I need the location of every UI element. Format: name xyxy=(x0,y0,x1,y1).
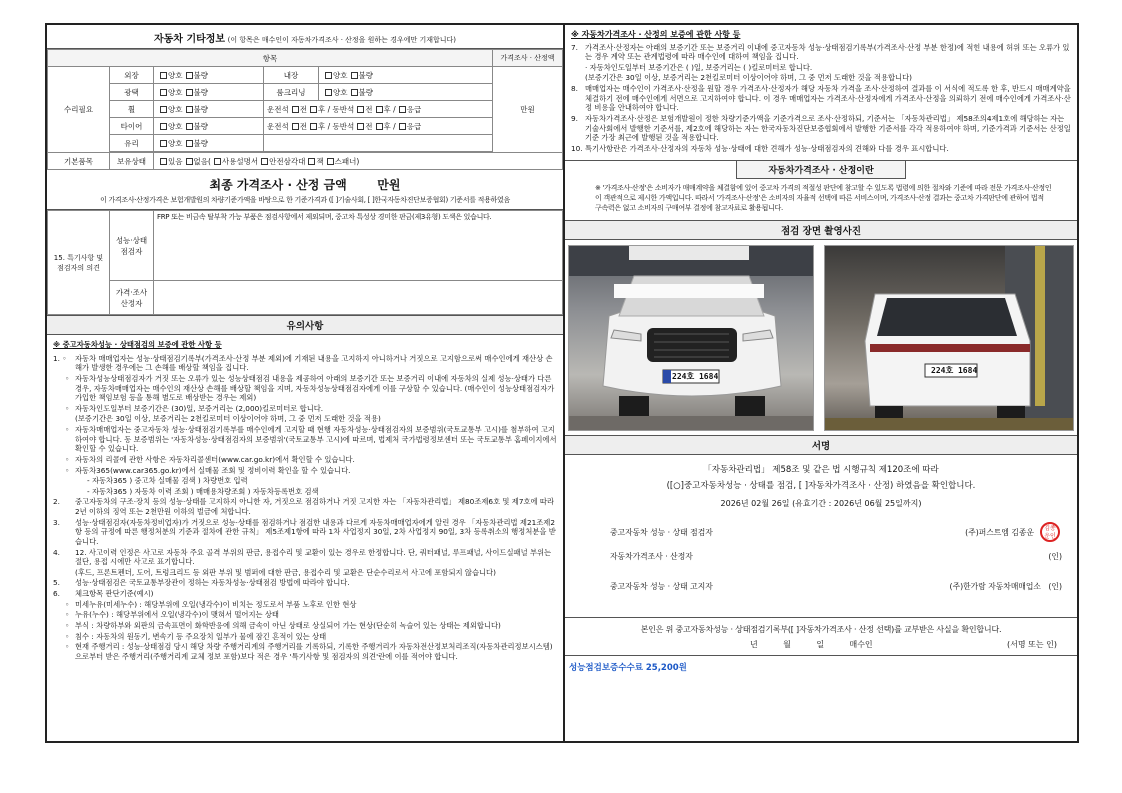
inspector-label: 성능·상태 점검자 xyxy=(110,211,154,281)
checkbox-bad[interactable] xyxy=(186,72,193,79)
caution-note-item xyxy=(53,632,557,642)
note-marker: ◦ xyxy=(65,631,70,641)
note-text: 자동차성능상태점검자가 거짓 또는 오류가 있는 성능상태점검 내용을 제공하여 아래의 보증기간 또는 보증거리 이내에 자동차의 실제 성능·상태가 다른 경우, 자동차매매업자는 매수인의 재산상 손해를 배상할 책임을 지며, 자동차성능상태점검자에게 이를 구상할 수 있습니다. (매수인이 성능상태점검자가 가입한 책임보험 등을 통해 별도로 배상받는 경우는 제외) xyxy=(75,373,555,403)
checkbox-emergency[interactable] xyxy=(399,123,406,130)
inspection-photo-front xyxy=(568,245,814,431)
hdr-item: 항목 xyxy=(48,50,493,67)
final-note: 이 가격조사·산정가격은 보험개발원의 차량기준가액을 바탕으로 한 기준가격과 ([ ]기술사회, [ ]한국자동차진단보증협회) 기준서를 적용하였음 xyxy=(47,195,563,210)
receipt-sign: (서명 또는 인) xyxy=(1007,639,1057,649)
note-text: 자동차365(www.car365.go.kr)에서 실매물 조회 및 정비이력 확인을 할 수 있습니다. xyxy=(75,465,351,475)
label-roomclean: 룸크리닝 xyxy=(264,84,319,101)
price-warranty-item xyxy=(571,144,1071,154)
sign-row-inspector xyxy=(610,524,1062,540)
wheel-position: 운전석 전 후 / 동반석 전 후 / 응급 xyxy=(264,101,493,118)
right-column xyxy=(565,25,1077,741)
glass-options: 양호 불량 xyxy=(154,135,264,152)
note-marker: 4. xyxy=(53,547,60,557)
note-text: 12. 사고이력 인정은 사고로 자동차 주요 골격 부위의 판금, 용접수리 및 교환이 있는 경우로 한정합니다. 단, 쿼터패널, 루프패널, 사이드실패널 부위는 절단, 용접 시에만 사고로 표기합니다. xyxy=(75,547,552,567)
note-marker: 5. xyxy=(53,578,60,588)
checkbox-good[interactable] xyxy=(160,123,167,130)
photo-area xyxy=(565,240,1077,436)
checkbox-good[interactable] xyxy=(160,140,167,147)
price-warranty-item xyxy=(571,73,1071,83)
note-text: 체크항목 판단기준(예시) xyxy=(75,589,154,598)
checkbox-bad[interactable] xyxy=(186,140,193,147)
checkbox-rear[interactable] xyxy=(310,106,317,113)
sign-r2-label: 자동차가격조사 · 산정자 xyxy=(610,551,693,561)
etc-subtitle: (이 항목은 매수인이 자동차가격조사 · 산정을 원하는 경우에만 기재합니다) xyxy=(227,36,456,44)
warranty-heading: ※ 중고자동차성능 · 상태점검의 보증에 관한 사항 등 xyxy=(53,340,222,349)
item-text: 가격조사·산정자는 아래의 보증기간 또는 보증거리 이내에 중고자동차 성능·상태점검기록부(가격조사·산정 부분 한정)에 적힌 내용에 허위 또는 오류가 있는 경우 계약 또는 관계법령에 따라 매수인에 대하여 책임을 집니다. xyxy=(585,42,1070,62)
note-text: 성능·상태점검은 국토교통부장관이 정하는 자동차성능·상태점검 방법에 따라야 합니다. xyxy=(75,578,350,588)
gloss-options: 양호 불량 xyxy=(154,84,264,101)
sign-title: 서명 xyxy=(565,436,1077,455)
receipt-area xyxy=(565,618,1077,656)
basic-options: 있음 없음( 사용설명서 안전삼각대 잭 스패너) xyxy=(154,153,563,170)
price-warranty-item xyxy=(571,114,1071,143)
note-marker: ◦ xyxy=(65,599,70,609)
checkbox-front[interactable] xyxy=(292,106,299,113)
record-page xyxy=(45,23,1079,743)
checkbox-good[interactable] xyxy=(325,89,332,96)
sign-r3-label: 중고자동차 성능 · 상태 고지자 xyxy=(610,581,713,591)
receipt-text: 본인은 위 중고자동차성능 · 상태점검기록부([ ]자동차가격조사 · 산정 선택)를 교부받은 사실을 확인합니다. xyxy=(640,624,1002,634)
item-text: 자동차가격조사·산정은 보험개발원이 정한 차량기준가액을 기준가격으로 조사·산정하되, 기준서는 「자동차관리법」 제58조의4제1호에 해당하는 자는 기술사회에서 발행한 기준서를, 제2호에 해당하는 자는 한국자동차진단보증협회에서 발행한 기준서를 각각 적용하여야 하며, 기준가격과 기준서는 산정일 기준 가장 최근에 발행된 것을 적용합니다. xyxy=(585,113,1071,143)
caution-note-item xyxy=(53,548,557,567)
item-text: · 자동차인도일부터 보증기간은 ( )일, 보증거리는 ( )킬로미터로 합니다. xyxy=(585,62,813,72)
caution-note-item xyxy=(53,621,557,631)
car-front-illustration xyxy=(569,246,814,431)
note-marker: 1. ◦ xyxy=(53,353,67,363)
checkbox-rear[interactable] xyxy=(376,106,383,113)
basic-status: 보유상태 xyxy=(110,153,154,170)
note-text: - 자동차365 ) 중고차 실매물 검색 ) 차량번호 입력 xyxy=(87,476,248,486)
final-title: 최종 가격조사 · 산정 금액 xyxy=(209,178,347,192)
caution-note-item xyxy=(53,589,557,599)
etc-header xyxy=(47,25,563,49)
checkbox-spanner[interactable] xyxy=(327,158,334,165)
caution-note-item xyxy=(53,354,557,373)
label-exterior: 외장 xyxy=(110,67,154,84)
checkbox-yes[interactable] xyxy=(160,158,167,165)
etc-table xyxy=(47,49,563,170)
caution-note-item xyxy=(53,518,557,547)
item-marker: 8. xyxy=(571,84,578,94)
sign-r1-name: (주)퍼스트엠 김종운 xyxy=(965,527,1034,537)
exterior-options: 양호 불량 xyxy=(154,67,264,84)
note-marker: 2. xyxy=(53,497,60,507)
note-marker: ◦ xyxy=(65,373,70,383)
price-warranty-item xyxy=(571,84,1071,113)
caution-note-item xyxy=(53,414,557,424)
note-marker: ◦ xyxy=(65,403,70,413)
price-warranty-item xyxy=(571,63,1071,73)
note-text: 미세누유(미세누수) : 해당부위에 오일(냉각수)이 비치는 정도로서 부품 노후로 인한 현상 xyxy=(75,599,357,609)
caution-note-item xyxy=(53,610,557,620)
interior-options: 양호 불량 xyxy=(319,67,493,84)
label-glass: 유리 xyxy=(110,135,154,152)
sign-row-notifier xyxy=(610,581,1062,592)
checkbox-bad[interactable] xyxy=(351,72,358,79)
checkbox-good[interactable] xyxy=(325,72,332,79)
notes-list xyxy=(53,354,557,662)
plate-front: 224호 1684 xyxy=(672,371,719,381)
note-marker: ◦ xyxy=(65,465,70,475)
note-text: (보증기간은 30일 이상, 보증거리는 2천킬로미터 이상이어야 하며, 그 중 먼저 도래한 것을 적용) xyxy=(75,414,381,424)
note-text: 중고자동차의 구조·장치 등의 성능·상태를 고지하지 아니한 자, 거짓으로 점검하거나 거짓 고지한 자는 「자동차관리법」 제80조제6호 및 제7호에 따라 2년 이하의 징역 또는 2천만원 이하의 벌금에 처합니다. xyxy=(75,497,555,516)
roomclean-options: 양호 불량 xyxy=(319,84,493,101)
checkbox-bad[interactable] xyxy=(351,89,358,96)
checkbox-bad[interactable] xyxy=(186,123,193,130)
item-text: (보증기간은 30일 이상, 보증거리는 2천킬로미터 이상이어야 하며, 그 중 먼저 도래한 것을 적용합니다) xyxy=(585,73,912,83)
car-rear-illustration xyxy=(825,246,1074,431)
checkbox-jack[interactable] xyxy=(308,158,315,165)
repair-label: 수리필요 xyxy=(48,67,110,153)
note-marker: ◦ xyxy=(65,610,70,620)
price-warranty-list xyxy=(571,43,1071,154)
sign-date: 2026년 02월 26일 (유효기간 : 2026년 06월 25일까지) xyxy=(720,498,922,508)
sign-row-appraiser xyxy=(610,551,1062,562)
checkbox-front[interactable] xyxy=(292,123,299,130)
note-text: 자동차매매업자는 중고자동차 성능·상태점검기록부를 매수인에게 고지할 때 현행 자동차성능·상태점검자의 보증범위(국토교통부 고시)를 첨부하여 고지하여야 합니다. 동 보증범위는 '자동차성능·상태점검자의 보증범위'(국토교통부 고시)에 따르며, 법제처 국가법령정보센터 또는 국토교통부 홈페이지에서 확인할 수 있습니다. xyxy=(75,425,557,454)
note-text: 침수 : 자동차의 원동기, 변속기 등 주요장치 일부가 물에 잠긴 흔적이 있는 상태 xyxy=(75,631,327,641)
note-text: 자동차인도일부터 보증기간은 (30)일, 보증거리는 (2,000)킬로미터로 합니다. xyxy=(75,403,324,413)
caution-title: 유의사항 xyxy=(47,315,563,335)
hdr-price: 가격조사 · 산정액 xyxy=(493,50,563,67)
price-warranty xyxy=(565,25,1077,156)
caution-note-item xyxy=(53,487,557,497)
tire-position: 운전석 전 후 / 동반석 전 후 / 응급 xyxy=(264,118,493,135)
caution-note-item xyxy=(53,476,557,486)
basic-label: 기본품목 xyxy=(48,153,110,170)
price-warranty-item xyxy=(571,43,1071,62)
checkbox-no[interactable] xyxy=(186,158,193,165)
checkbox-front[interactable] xyxy=(357,123,364,130)
item-text: 매매업자는 매수인이 가격조사·산정을 원할 경우 가격조사·산정자가 해당 자동차 가격을 조사·산정하여 결과를 이 서식에 적도록 한 후, 반드시 매매계약을 체결하기 전에 매수인에게 서면으로 고지하여야 합니다. 이 경우 매매업자는 가격조사·산정자에게 가격조사·산정을 의뢰하기 전에 매수인에게 가격조사·산정 비용을 안내하여야 합니다. xyxy=(585,84,1071,113)
label-interior: 내장 xyxy=(264,67,319,84)
plate-rear: 224호 1684 xyxy=(931,365,978,375)
note-marker: 3. xyxy=(53,517,60,527)
note-marker: ◦ xyxy=(65,425,70,434)
label-tire: 타이어 xyxy=(110,118,154,135)
caution-note-item xyxy=(53,642,557,661)
checkbox-good[interactable] xyxy=(160,72,167,79)
checkbox-good[interactable] xyxy=(160,106,167,113)
red-seal-stamp: 김종 운인 xyxy=(1040,522,1060,542)
caution-note-item xyxy=(53,374,557,403)
note-marker: ◦ xyxy=(65,620,70,630)
receipt-date: 년 월 일 매수인 xyxy=(750,639,873,649)
definition-title: 자동차가격조사 · 산정이란 xyxy=(736,160,906,179)
caution-note-item xyxy=(53,568,557,578)
label-wheel: 휠 xyxy=(110,101,154,118)
tire-options: 양호 불량 xyxy=(154,118,264,135)
caution-note-item xyxy=(53,404,557,414)
left-column xyxy=(47,25,565,741)
appraiser-opinion xyxy=(154,281,563,315)
caution-note-item xyxy=(53,600,557,610)
final-price-block xyxy=(47,170,563,195)
glass-empty xyxy=(264,135,493,152)
note-text: 성능·상태점검자(자동차정비업자)가 거짓으로 성능·상태를 점검하거나 점검한 내용과 다르게 자동차매매업자에게 알린 경우 「자동차관리법 제21조제2항 등의 규정에 따른 행정처분의 기준과 절차에 관한 규칙」 제5조제1항에 따라 1차 사업정지 30일, 2차 사업정지 90일, 3차 등록취소의 행정처분을 받습니다. xyxy=(75,517,556,546)
checkbox-front[interactable] xyxy=(357,106,364,113)
wheel-options: 양호 불량 xyxy=(154,101,264,118)
definition-block xyxy=(565,160,1077,213)
item-marker: 7. xyxy=(571,42,578,52)
checkbox-rear[interactable] xyxy=(376,123,383,130)
checkbox-good[interactable] xyxy=(160,89,167,96)
caution-note-item xyxy=(53,578,557,588)
note-marker: 6. xyxy=(53,589,60,598)
opinion-table xyxy=(47,210,563,315)
sign-r2-name: (인) xyxy=(1048,551,1062,561)
note-marker: ◦ xyxy=(65,642,70,652)
note-text: 누유(누수) : 해당부위에서 오일(냉각수)이 맺혀서 떨어지는 상태 xyxy=(75,610,279,620)
label-gloss: 광택 xyxy=(110,84,154,101)
note-text: - 자동차365 ) 자동차 이력 조회 ) 매매용차량조회 ) 자동차등록번호 검색 xyxy=(87,486,319,496)
sign-confirm: ([○]중고자동차성능 · 상태를 점검, [ ]자동차가격조사 · 산정) 하였음을 확인합니다. xyxy=(666,480,976,491)
checkbox-bad[interactable] xyxy=(186,89,193,96)
checkbox-rear[interactable] xyxy=(310,123,317,130)
note-text: 현재 주행거리 : 성능·상태점검 당시 해당 차량 주행거리계의 주행거리를 기록하되, 기록한 주행거리가 자동차전산정보처리조직(자동차관리정보시스템)으로부터 받은 주행거리(주행거리계 교체 정보 포함)보다 적은 경우 '특기사항 및 점검자의 의견'란에 이를 적어야 합니다. xyxy=(75,642,553,661)
sign-r1-label: 중고자동차 성능 · 상태 점검자 xyxy=(610,527,713,537)
item-text: 특기사항란은 가격조사·산정자의 자동차 성능·상태에 대한 견해가 성능·상태점검자의 견해와 다를 경우 표시합니다. xyxy=(585,143,949,153)
caution-note-item xyxy=(53,455,557,465)
fee-text: 성능점검보증수수료 25,200원 xyxy=(569,662,687,673)
photo-title: 점검 장면 촬영사진 xyxy=(565,220,1077,240)
checkbox-triangle[interactable] xyxy=(261,158,268,165)
final-unit: 만원 xyxy=(377,178,401,192)
definition-text: ※ '가격조사·산정'은 소비자가 매매계약을 체결함에 있어 중고차 가격의 적절성 판단에 참고할 수 있도록 법령에 의한 절차와 기준에 따라 전문 가격조사·산정인이 객관적으로 제시한 가액입니다. 따라서 '가격조사·산정'은 소비자의 자율적 선택에 따른 서비스이며, 가격조사·산정 결과는 중고차 가격판단에 관하여 법적 구속력은 없고 소비자의 구매여부 결정에 참고자료로 활용됩니다. xyxy=(595,184,1052,213)
sign-area xyxy=(565,455,1077,618)
caution-notes xyxy=(47,335,563,665)
sec15-label: 15. 특기사항 및 점검자의 의견 xyxy=(48,211,110,315)
note-marker: ◦ xyxy=(65,454,70,464)
inspector-opinion: FRP 또는 비금속 탈부착 가능 부품은 점검사항에서 제외되며, 중고차 특성상 경미한 판금(제3유형) 도색은 있습니다. xyxy=(154,211,563,281)
checkbox-manual[interactable] xyxy=(214,158,221,165)
etc-title: 자동차 기타정보 xyxy=(153,34,226,45)
inspection-photo-rear xyxy=(824,245,1074,431)
appraiser-label: 가격·조사 산정자 xyxy=(110,281,154,315)
note-text: 자동차 매매업자는 성능·상태점검기록부(가격조사·산정 부분 제외)에 기재된 내용을 고지하지 아니하거나 거짓으로 고지함으로써 매수인에게 재산상 손해가 발생한 경우에는 그 손해를 배상할 책임을 집니다. xyxy=(75,353,553,373)
sign-law: 「자동차관리법」 제58조 및 같은 법 시행규칙 제120조에 따라 xyxy=(703,464,939,475)
item-marker: 9. xyxy=(571,113,578,123)
checkbox-bad[interactable] xyxy=(186,106,193,113)
note-text: 부식 : 차량하부와 외판의 금속표면이 화학반응에 의해 금속이 아닌 상태로 상실되어 가는 현상(단순히 녹슬어 있는 상태는 제외합니다) xyxy=(75,620,501,630)
price-unit: 만원 xyxy=(493,67,563,153)
sign-r3-name: (주)한가람 자동차매매업소 (인) xyxy=(949,581,1062,591)
caution-note-item xyxy=(53,466,557,476)
note-text: (후드, 프론트펜더, 도어, 트렁크리드 등 외판 부위 및 범퍼에 대한 판금, 용접수리 및 교환은 단순수리로서 사고에 포함되지 않습니다) xyxy=(75,567,496,577)
item-marker: 10. xyxy=(571,143,583,153)
price-warranty-heading: ※ 자동차가격조사 · 산정의 보증에 관한 사항 등 xyxy=(571,30,741,39)
caution-note-item xyxy=(53,425,557,454)
note-text: 자동차의 리콜에 관한 사항은 자동차리콜센터(www.car.go.kr)에서 확인할 수 있습니다. xyxy=(75,454,355,464)
checkbox-emergency[interactable] xyxy=(399,106,406,113)
caution-note-item xyxy=(53,497,557,516)
